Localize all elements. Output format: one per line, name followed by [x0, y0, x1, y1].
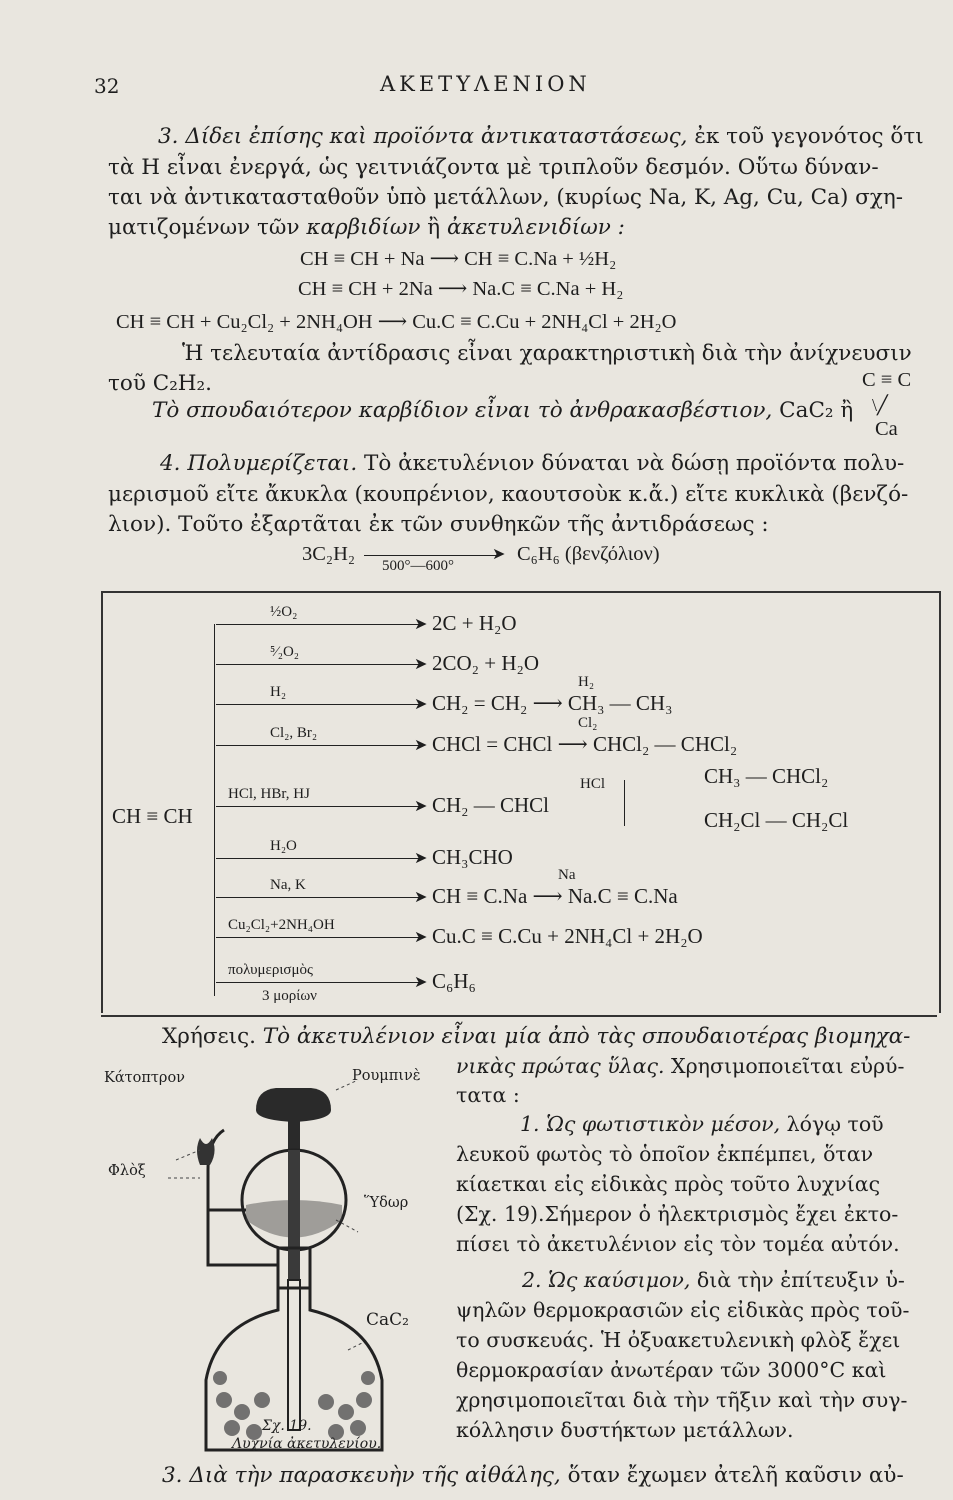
- scheme-reactant: CH ≡ CH: [112, 804, 193, 828]
- arrow-icon: ➤: [414, 796, 428, 815]
- uses-item-text: χρησιμοποιεῖται διὰ τὴν τῆξιν καὶ τὴν συγ-: [456, 1388, 908, 1412]
- scheme-reagent: HCl, HBr, HJ: [228, 786, 310, 802]
- section3-line2: τὰ H εἶναι ἐνεργά, ὡς γειτνιάζοντα μὲ τριπλοῦν δεσμόν. Οὕτω δύναν-: [108, 155, 879, 180]
- scheme-over-arrow-label: Na: [558, 867, 576, 883]
- scheme-reagent-secondary: 3 μορίων: [262, 988, 317, 1004]
- scheme-over-arrow-label: HCl: [580, 776, 606, 792]
- uses-item-line: [456, 1418, 794, 1442]
- scheme-arrow-line: [216, 806, 420, 807]
- scheme-product: Cu.C ≡ C.Cu + 2NH₄Cl + 2H₂O: [432, 924, 703, 948]
- uses-item-text: το συσκευάς. Ἡ ὀξυακετυλενικὴ φλὸξ ἔχει: [456, 1328, 901, 1352]
- scheme-branch-bottom: CH₂Cl — CH₂Cl: [704, 808, 849, 832]
- uses-item-text: πίσει τὸ ἀκετυλένιον εἰς τὸν τομέα αὐτόν.: [456, 1232, 900, 1256]
- figure-caption-number: Σχ. 19.: [262, 1418, 312, 1434]
- carbide-structure-bottom: Ca: [875, 418, 898, 440]
- uses-item-text: διὰ τὴν ἐπίτευξιν ὑ-: [690, 1268, 905, 1292]
- scheme-arrow-line: [216, 858, 420, 859]
- arrow-icon: ➤: [414, 972, 428, 991]
- arrow-icon: ➤: [414, 927, 428, 946]
- uses-item-line: [456, 1232, 900, 1256]
- scheme-product: CH₃CHO: [432, 845, 513, 869]
- benzene-condition: 500°—600°: [382, 558, 454, 574]
- arrow-icon: ➤: [414, 735, 428, 754]
- uses-item3: 3. Διὰ τὴν παρασκευὴν τῆς αἰθάλης, ὅταν ἔχωμεν ἀτελῆ καῦσιν αὐ-: [162, 1463, 904, 1488]
- scheme-arrow-line: [216, 704, 420, 705]
- uses-item-line: [520, 1112, 884, 1136]
- scheme-over-arrow-label: H₂: [578, 674, 595, 690]
- uses-item-line: [456, 1142, 873, 1166]
- uses-line2: νικὰς πρώτας ὕλας. Χρησιμοποιεῖται εὐρύ-: [456, 1054, 905, 1078]
- uses-item-text: κίαετκαι εἰς εἰδικὰς πρὸς τοῦτο λυχνίας: [456, 1172, 881, 1196]
- uses-line3: τατα :: [456, 1083, 520, 1107]
- scheme-product: 2CO₂ + H₂O: [432, 651, 539, 675]
- scheme-reagent: Na, K: [270, 877, 306, 893]
- arrow-icon: ➤: [414, 614, 428, 633]
- uses-item-text: λευκοῦ φωτὸς τὸ ὁποῖον ἐκπέμπει, ὅταν: [456, 1142, 874, 1166]
- section3-line4: ματιζομένων τῶν καρβιδίων ἢ ἀκετυλενιδίων :: [108, 215, 625, 240]
- uses-item-text: λόγῳ τοῦ: [780, 1112, 884, 1136]
- arrow-icon: ➤: [414, 848, 428, 867]
- last-reaction-line2: τοῦ C₂H₂.: [108, 371, 213, 396]
- section3-line1: 3. Δίδει ἐπίσης καὶ προϊόντα ἀντικαταστάσεως, ἐκ τοῦ γεγονότος ὅτι: [158, 124, 924, 149]
- carbide-structure-bonds: \╱: [872, 395, 888, 415]
- uses-item-text: (Σχ. 19).Σήμερον ὁ ἠλεκτρισμὸς ἔχει ἐκτο-: [456, 1202, 899, 1226]
- scheme-product: CHCl = CHCl ⟶ CHCl₂ — CHCl₂: [432, 732, 738, 756]
- scheme-product: CH ≡ C.Na ⟶ Na.C ≡ C.Na: [432, 884, 678, 908]
- carbide-structure-top: C ≡ C: [862, 369, 912, 391]
- scheme-reagent: πολυμερισμὸς: [228, 962, 313, 978]
- section4-line2: μερισμοῦ εἴτε ἄκυκλα (κουπρένιον, καουτσοὺκ κ.ἄ.) εἴτε κυκλικὰ (βενζό-: [108, 482, 909, 507]
- acetylene-lamp-figure: [96, 1060, 426, 1460]
- equation-3: CH ≡ CH + Cu₂Cl₂ + 2NH₄OH ⟶ Cu.C ≡ C.Cu + 2NH₄Cl + 2H₂O: [116, 311, 677, 333]
- figure-label-carbide: CaC₂: [366, 1310, 409, 1330]
- scheme-reagent: ½O₂: [270, 604, 298, 620]
- section4-line1: 4. Πολυμερίζεται. Τὸ ἀκετυλένιον δύναται νὰ δώσῃ προϊόντα πολυ-: [160, 451, 905, 476]
- scheme-reagent: H₂: [270, 684, 287, 700]
- uses-item-lead: 2. Ὡς καύσιμον,: [522, 1268, 691, 1292]
- scheme-trunk: [214, 624, 215, 996]
- scheme-reagent: Cl₂, Br₂: [270, 725, 318, 741]
- scheme-arrow-line: [216, 745, 420, 746]
- page-number: 32: [94, 74, 120, 98]
- carbide-line: Τὸ σπουδαιότερον καρβίδιον εἶναι τὸ ἀνθρακασβέστιον, CaC₂ ἢ: [152, 398, 854, 423]
- scheme-product: CH₂ — CHCl: [432, 793, 550, 817]
- uses-item-text: κόλλησιν δυστήκτων μετάλλων.: [456, 1418, 794, 1442]
- equation-1: CH ≡ CH + Na ⟶ CH ≡ C.Na + ½H₂: [300, 248, 617, 270]
- scheme-reagent: Cu₂Cl₂+2NH₄OH: [228, 917, 335, 933]
- scheme-arrow-line: [216, 664, 420, 665]
- figure-label-flame: Φλὸξ: [108, 1163, 146, 1179]
- reaction-scheme-bottom-rule: [101, 1015, 937, 1017]
- scheme-arrow-line: [216, 624, 420, 625]
- uses-item-line: [456, 1328, 900, 1352]
- uses-item-text: θερμοκρασίαν ἀνωτέραν τῶν 3000°C καὶ: [456, 1358, 887, 1382]
- equation-2: CH ≡ CH + 2Na ⟶ Na.C ≡ C.Na + H₂: [298, 278, 624, 300]
- scheme-branch-line: [624, 780, 625, 826]
- uses-item-line: [456, 1298, 909, 1322]
- figure-label-tap: Ρουμπινὲ: [352, 1068, 421, 1084]
- scheme-branch-top: CH₃ — CHCl₂: [704, 764, 829, 788]
- figure-label-mirror: Κάτοπτρον: [104, 1070, 185, 1086]
- arrow-icon: ➤: [414, 887, 428, 906]
- scheme-reagent: ⁵⁄₂O₂: [270, 644, 300, 660]
- uses-item-line: [456, 1388, 907, 1412]
- section3-line3: ται νὰ ἀντικατασταθοῦν ὑπὸ μετάλλων, (κυρίως Na, K, Ag, Cu, Ca) σχη-: [108, 185, 904, 210]
- benzene-product: C₆H₆ (βενζόλιον): [517, 543, 660, 565]
- scheme-product: C₆H₆: [432, 969, 476, 993]
- section4-line3: λιον). Τοῦτο ἐξαρτᾶται ἐκ τῶν συνθηκῶν τῆς ἀντιδράσεως :: [108, 512, 769, 537]
- scheme-over-arrow-label: Cl₂: [578, 715, 598, 731]
- arrow-icon: ➤: [414, 694, 428, 713]
- uses-item-lead: 1. Ὡς φωτιστικὸν μέσον,: [520, 1112, 781, 1136]
- benzene-arrow-line: [364, 555, 496, 556]
- figure-caption-title: Λυχνία ἀκετυλενίου.: [232, 1436, 382, 1452]
- running-head: ΑΚΕΤΥΛΕΝΙΟΝ: [380, 72, 591, 96]
- scheme-arrow-line: [216, 982, 420, 983]
- figure-label-water: Ὕδωρ: [364, 1195, 409, 1211]
- scheme-arrow-line: [216, 937, 420, 938]
- scheme-reagent: H₂O: [270, 838, 297, 854]
- uses-item-text: ψηλῶν θερμοκρασιῶν εἰς εἰδικὰς πρὸς τοῦ-: [456, 1298, 910, 1322]
- uses-item-line: [456, 1358, 886, 1382]
- arrow-icon: ➤: [414, 654, 428, 673]
- scheme-product: CH₂ = CH₂ ⟶ CH₃ — CH₃: [432, 691, 673, 715]
- uses-item-line: [456, 1202, 898, 1226]
- uses-item-line: [522, 1268, 905, 1292]
- uses-item-line: [456, 1172, 880, 1196]
- scheme-arrow-line: [216, 897, 420, 898]
- uses-line1: Χρήσεις. Τὸ ἀκετυλένιον εἶναι μία ἀπὸ τὰς σπουδαιοτέρας βιομηχα-: [162, 1024, 911, 1049]
- benzene-reactant: 3C₂H₂: [302, 543, 356, 565]
- arrow-icon: ➤: [492, 544, 506, 563]
- last-reaction-line1: Ἡ τελευταία ἀντίδρασις εἶναι χαρακτηριστικὴ διὰ τὴν ἀνίχνευσιν: [182, 341, 912, 366]
- scheme-product: 2C + H₂O: [432, 611, 517, 635]
